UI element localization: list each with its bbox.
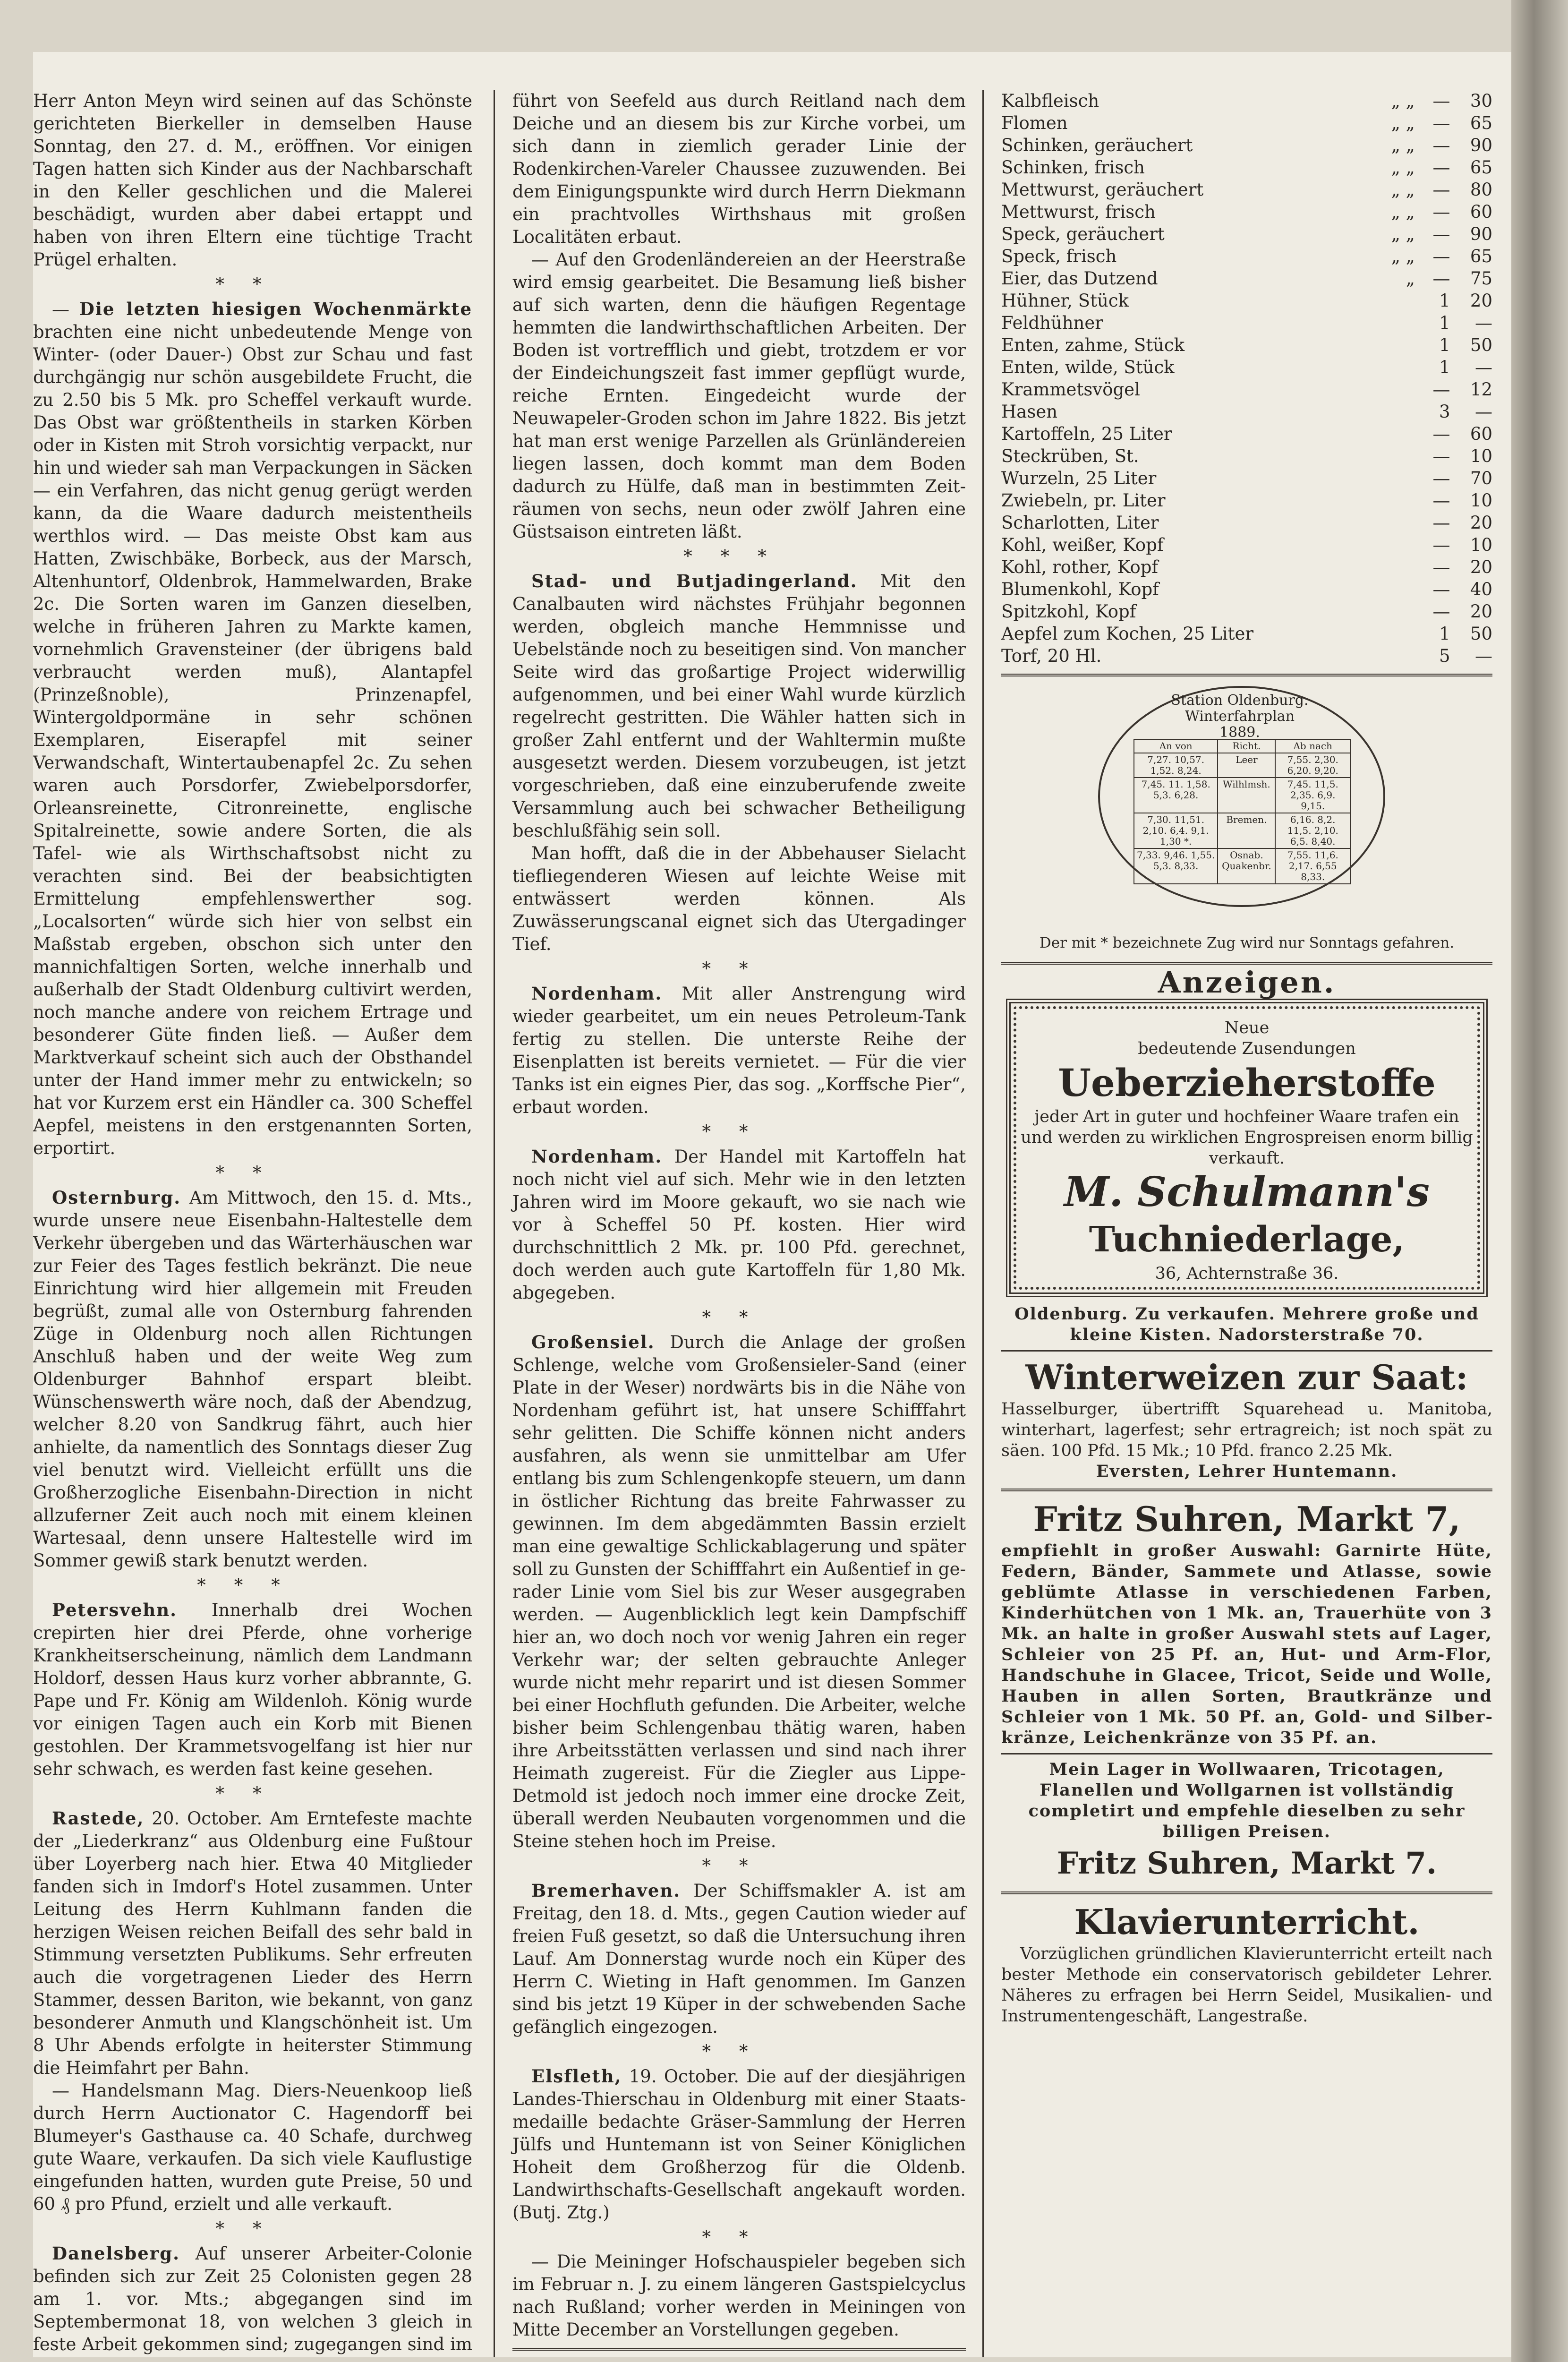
- column-3: Kalbfleisch „ „ — 30 Flomen „ „ — 65 Schinken, geräuchert „ „ — 90 Schinken, frisch „ „ — 65 Mettwurst, geräuchert „ „ — 80 Mettwurst, frisch „ „ — 60 Speck, geräuchert „ „ — 90 Speck, frisch „ „ — 65 Eier, das Dutzend „ — 75 Hühner, Stück 1 20 Feldhühner 1 — Enten, zahme, Stück 1 50 Enten, wilde, Stück 1 — Krammetsvögel — 12 Hasen 3 — Kartoffeln, 25 Liter — 60 Steckrüben, St. — 10 Wurzeln, 25 Liter — 70 Zwiebeln, pr. Liter — 10 Scharlotten, Liter — 20 Kohl, weißer, Kopf — 10 Kohl, rother, Kopf — 20 Blumenkohl, Kopf — 40 Spitzkohl, Kopf — 20 Aepfel zum Kochen, 25 Liter 1 50 Torf, 20 Hl. 5 — Station Oldenburg. Winterfahrplan 1889. An von Richt. Ab nach 7,27. 10,57. 1,52. 8,24. Leer 7,55. 2,30. 6,20. 9,20. 7,45. 11. 1,58. 5,3. 6,28. Wilhlmsh. 7,45. 11,5. 2,35. 6,9. 9,15. 7,30. 11,51. 2,10. 6,4. 9,1. 1,30 *. Bremen. 6,16. 8,2. 11,5. 2,10. 6,5. 8,40. 7,33. 9,46. 1,55. 5,3. 8,33. Osnab. Quakenbr. 7,55. 11,6. 2,17. 6,55 8,33. Der mit * bezeichnete Zug wird nur Sonntags gefahren. Anzeigen. Neue bedeutende Zusendungen Ueberzieherstoffe jeder Art in guter und hochfeiner Waare trafen ein und werden zu wirklichen Engrospreisen enorm billig verkauft. M. Schulmann's Tuchniederlage, 36, Achternstraße 36. Oldenburg. Zu verkaufen. Mehrere große und kleine Kisten. Nadorsterstraße 70. Winterweizen zur Saat: Hasselburger, übertrifft Squarehead u. Manitoba, winterhart, lagerfest; sehr ertragreich; ist noch spät zu säen. 100 Pfd. 15 Mk.; 10 Pfd. franco 2.25 Mk. Eversten, Lehrer Huntemann. Fritz Suhren, Markt 7, empfiehlt in großer Auswahl: Garnirte Hüte, Federn, Bänder, Sammete und Atlasse, sowie geblümte Atlasse in verschiedenen Farben, Kinderhütchen von 1 Mk. an, Trauerhüte von 3 Mk. an halte in großer Auswahl stets auf Lager, Schleier von 25 Pf. an, Hut- und Arm-Flor, Handschuhe in Glacee, Tricot, Seide und Wolle, Hauben in allen Sorten, Brautkränze und Schleier von 1 Mk. 50 Pf. an, Gold- und Silberkränze, Leichenkränze von 35 Pf. an. Mein Lager in Wollwaaren, Tricotagen, Flanellen und Wollgarnen ist vollständig completirt und empfehle dieselben zu sehr billigen Preisen. Fritz Suhren, Markt 7. Klavierunterricht. Vorzüglichen gründlichen Klavierunterricht erteilt nach bester Methode ein conservatorisch gebildeter Lehrer. Näheres zu erfragen bei Herrn Seidel, Musikalien- und Instrumentengeschäft, Langestraße.: [1001, 91, 1492, 2026]
- price-pfennig: 70: [1470, 468, 1492, 488]
- price-pfennig: 50: [1470, 624, 1492, 644]
- price-row: [1001, 534, 1492, 556]
- divider: [512, 2348, 966, 2351]
- price-unit: [1371, 512, 1415, 534]
- separator-stars: **: [702, 958, 776, 979]
- column-rule: [494, 90, 495, 2357]
- price-pfennig: 10: [1470, 446, 1492, 466]
- price-unit: [1371, 534, 1415, 556]
- price-item: Torf, 20 Hl.: [1001, 646, 1102, 666]
- divider: [1001, 962, 1492, 965]
- article-text: Nordenham. Mit aller Anstrengung wird wieder gearbeitet, um ein neues Petroleum-Tank fertig zu stellen. Die unterste Reihe der Eisenplatten ist bereits vernietet. — Für die vier Tanks ist ein eignes Pier, das sog. „Korffsche Pier“, erbaut worden.: [512, 983, 966, 1117]
- price-mark: —: [1432, 446, 1450, 466]
- price-pfennig: —: [1475, 313, 1492, 333]
- price-pfennig: 80: [1470, 180, 1492, 200]
- price-row: [1001, 556, 1492, 578]
- price-mark: 5: [1439, 646, 1450, 666]
- separator-stars: **: [702, 1856, 776, 1876]
- price-row: [1001, 445, 1492, 467]
- ad-headline: Ueberzieherstoffe: [1058, 1061, 1436, 1105]
- newspaper-page: [33, 52, 1511, 2357]
- price-mark: —: [1432, 246, 1450, 266]
- price-unit: „ „: [1391, 246, 1415, 266]
- price-item: Wurzeln, 25 Liter: [1001, 468, 1157, 488]
- divider: [1001, 1350, 1492, 1352]
- price-item: Aepfel zum Kochen, 25 Liter: [1001, 624, 1254, 644]
- price-pfennig: 90: [1470, 135, 1492, 155]
- price-unit: [1371, 445, 1415, 467]
- price-item: Speck, frisch: [1001, 246, 1117, 266]
- timetable-title: Station Oldenburg. Winterfahrplan 1889.: [1171, 692, 1309, 741]
- price-unit: [1371, 489, 1415, 512]
- ad-schulmann: Neue bedeutende Zusendungen Ueberzieherstoffe jeder Art in guter und hochfeiner Waare trafen ein und werden zu wirklichen Engrospreisen enorm billig verkauft. M. Schulmann's Tuchniederlage, 36, Achternstraße 36.: [1006, 999, 1488, 1297]
- price-mark: —: [1432, 202, 1450, 222]
- price-row: [1001, 645, 1492, 667]
- price-row: [1001, 134, 1492, 156]
- article-text: Petersvehn. Innerhalb drei Wochen crepirten hier drei Pferde, ohne vorherige Krankheitserscheinung, nämlich dem Landmann Holdorf, dessen Haus kurz vorher abbrannte, G. Pape und Fr. König am Wildenloh. König wurde vor einigen Tagen auch ein Korb mit Bienen gestohlen. Der Krammetsvogelfang ist hier nur sehr schwach, es werden fast keine gesehen.: [33, 1600, 473, 1779]
- price-mark: —: [1432, 490, 1450, 511]
- separator-stars: **: [215, 1163, 290, 1183]
- article-text: — Die letzten hiesigen Wochenmärkte brachten eine nicht unbedeutende Menge von Winter- (oder Dauer-) Obst zur Schau und fast durchgängig nur schön ausgebildete Frucht, die zu 2.50 bis 5 Mk. pro Scheffel verkauft wurde. Das Obst war größtentheils in starken Körben oder in Kisten mit Stroh vorsichtig verpackt, nur hin und wieder sah man Verpackungen in Säcken — ein Verfahren, das nicht genug gerügt werden kann, da die Waare dadurch meistentheils werthlos wird. — Das meiste Obst kam aus Hatten, Zwischbäke, Borbeck, aus der Marsch, Altenhuntorf, Oldenbrok, Hammelwarden, Brake 2c. Die Sorten waren im Ganzen dieselben, welche in früheren Jahren zu Markte kamen, vornehmlich Gravensteiner (der übrigens bald verbraucht werden muß), Alantapfel (Prinzeßnoble), Prinzenapfel, Wintergoldpormäne in sehr schönen Exemplaren, Eiserapfel mit seiner Verwandschaft, Wintertaubenapfel 2c. Zu sehen waren auch Porsdorfer, Zwiebelporsdorfer, Orleansreinette, Citronreinette, englische Spitalreinette, sowie andere Sorten, die als Tafel- wie als Wirthschaftsobst nicht zu verachten sind. Bei der beabsichtigten Ermittelung empfehlenswerther sog. „Localsorten“ würde sich hier von selbst ein Maßstab ergeben, obschon sich unter den mannichfaltigen Sorten, welche innerhalb und außerhalb der Stadt Oldenburg cultivirt werden, noch manche andere von reichem Ertrage und besonderer Güte finden ließ. — Außer dem Marktverkauf scheint sich auch der Obsthandel unter der Hand immer mehr zu entwickeln; so hat vor Kurzem erst ein Händler ca. 300 Scheffel Aepfel, meistens in den erstgenannten Sorten, erportirt.: [33, 299, 472, 1158]
- price-unit: „ „: [1391, 202, 1415, 222]
- article-text: führt von Seefeld aus durch Reitland nach dem Deiche und an diesem bis zur Kirche vorbei, um sich dann in ziemlich gerader Linie der Rodenkirchen-Vareler Chaussee zuzuwenden. Bei dem Einigungspunkte wird durch Herrn Diekmann ein prachtvolles Wirthshaus mit großen Localitäten erbaut.: [512, 91, 966, 247]
- price-row: [1001, 356, 1492, 378]
- price-pfennig: 65: [1470, 113, 1492, 133]
- price-unit: [1371, 578, 1415, 600]
- price-item: Kalbfleisch: [1001, 91, 1099, 111]
- price-unit: [1371, 423, 1415, 445]
- separator-stars: **: [215, 1783, 290, 1804]
- ad-suhren: empfiehlt in großer Auswahl: Garnirte Hüte, Federn, Bänder, Sammete und Atlasse, sowie geblümte Atlasse in verschiedenen Farben, Kinderhütchen von 1 Mk. an, Trauerhüte von 3 Mk. an halte in großer Auswahl stets auf Lager, Schleier von 25 Pf. an, Hut- und Arm-Flor, Handschuhe in Glacee, Tricot, Seide und Wolle, Hauben in allen Sorten, Brautkränze und Schleier von 1 Mk. 50 Pf. an, Gold- und Silberkränze, Leichenkränze von 35 Pf. an.: [1001, 1541, 1492, 1747]
- price-unit: „ „: [1391, 224, 1415, 244]
- price-unit: [1371, 623, 1415, 645]
- price-row: [1001, 223, 1492, 245]
- price-row: [1001, 290, 1492, 312]
- article-text: Danelsberg. Auf unserer Arbeiter-Colonie befinden sich zur Zeit 25 Colonisten gegen 28 am 1. vor. Mts.; abgegangen sind im Septembermonat 18, von welchen 3 gleich in feste Arbeit gekommen sind; zugegangen sind im: [33, 2243, 472, 2354]
- train-timetable: [1074, 686, 1419, 913]
- column-1: [33, 90, 472, 2357]
- divider: [1001, 674, 1492, 676]
- ads-title: Anzeigen.: [1158, 965, 1336, 1000]
- price-row: [1001, 245, 1492, 267]
- price-unit: [1371, 401, 1415, 423]
- price-pfennig: 20: [1470, 557, 1492, 577]
- price-item: Scharlotten, Liter: [1001, 513, 1159, 533]
- price-mark: —: [1432, 135, 1450, 155]
- price-unit: [1371, 290, 1415, 312]
- price-row: [1001, 401, 1492, 423]
- price-unit: [1371, 334, 1415, 356]
- price-unit: [1371, 312, 1415, 334]
- separator-stars: ***: [197, 1575, 308, 1595]
- price-pfennig: 65: [1470, 246, 1492, 266]
- ad-winterweizen-headline: Winterweizen zur Saat:: [1025, 1357, 1468, 1397]
- price-mark: 3: [1439, 402, 1450, 422]
- price-mark: —: [1432, 268, 1450, 289]
- price-mark: 1: [1439, 357, 1450, 377]
- price-mark: —: [1432, 379, 1450, 400]
- price-unit: „ „: [1391, 135, 1415, 155]
- ad-kisten: Oldenburg. Zu verkaufen. Mehrere große und kleine Kisten. Nadorsterstraße 70.: [1014, 1304, 1479, 1344]
- article-text: Elsfleth, 19. October. Die auf der diesjährigen Landes-Thierschau in Oldenburg mit einer Staatsmedaille bedachte Gräser-Sammlung der Herren Jülfs und Huntemann ist von Seiner Königlichen Hoheit dem Großherzog für die Oldenb. Landwirthschafts-Gesellschaft angekauft worden. (Butj. Ztg.): [512, 2066, 966, 2223]
- price-mark: —: [1432, 157, 1450, 178]
- price-pfennig: 60: [1470, 202, 1492, 222]
- price-row: [1001, 467, 1492, 489]
- price-mark: —: [1432, 224, 1450, 244]
- separator-stars: **: [215, 2218, 290, 2239]
- price-row: [1001, 512, 1492, 534]
- article-text: Osternburg. Am Mittwoch, den 15. d. Mts., wurde unsere neue Eisenbahn-Haltestelle dem Verkehr übergeben und das Wärterhäuschen war zur Feier des Tages festlich bekränzt. Die neue Einrichtung wird hier allgemein mit Freuden begrüßt, zumal alle von Osternburg fahrenden Züge in Oldenburg noch allen Richtungen Anschluß haben und der weite Weg zum Oldenburger Bahnhof erspart bleibt. Wünschenswerth wäre noch, daß der Abendzug, welcher 8.20 von Sandkrug fährt, auch hier anhielte, da namentlich des Sonntags dieser Zug viel benutzt wird. Vielleicht erfüllt uns die Großherzogliche Eisenbahn-Direction in nicht allzuferner Zeit auch noch mit einem kleinen Wartesaal, denn unsere Haltestelle wird im Sommer gewiß stark benutzt werden.: [33, 1187, 472, 1571]
- divider: [1001, 1753, 1492, 1754]
- price-pfennig: 40: [1470, 579, 1492, 599]
- column-rule: [982, 90, 984, 2357]
- separator-stars: **: [702, 2041, 776, 2062]
- price-item: Mettwurst, geräuchert: [1001, 180, 1204, 200]
- price-mark: —: [1432, 468, 1450, 488]
- price-mark: —: [1432, 91, 1450, 111]
- price-row: [1001, 201, 1492, 223]
- price-unit: „ „: [1391, 113, 1415, 133]
- article-text: Großensiel. Durch die Anlage der großen Schlenge, welche vom Großensieler-Sand (einer Plate in der Weser) nordwärts bis in die Nähe von Nordenham geführt ist, hat unsere Schifffahrt sehr gelitten. Die Schiffe können nicht anders ausfahren, als wenn sie unmittelbar am Ufer entlang bis zum Schlengenkopfe steuern, um dann in östlicher Richtung das breite Fahrwasser zu gewinnen. Im dem abgedämmten Bassin erzielt man eine gewaltige Schlickablagerung und später soll zu Gunsten der Schifffahrt ein Außentief in gerader Linie vom Siel bis zur Weser ausgegraben werden. — Augenblicklich legt kein Dampfschiff hier an, wo doch noch vor wenig Jahren ein reger Verkehr war; der selten gebrauchte Anleger wurde nicht mehr reparirt und ist diesen Sommer bei einer Hochfluth gefunden. Die Arbeiter, welche bisher beim Schlengenbau thätig waren, haben ihre Arbeitsstätten verlassen und sind nach ihrer Heimath zugereist. Für die Ziegler aus Lippe-Detmold ist jedoch noch immer eine drocke Zeit, überall werden Neubauten vorgenommen und die Steine stehen hoch im Preise.: [512, 1332, 966, 1851]
- price-unit: „ „: [1391, 180, 1415, 200]
- ad-winterweizen: Hasselburger, übertrifft Squarehead u. Manitoba, winterhart, lagerfest; sehr ertragreich; ist noch spät zu säen. 100 Pfd. 15 Mk.; 10 Pfd. franco 2.25 Mk.: [1001, 1400, 1492, 1460]
- price-row: [1001, 334, 1492, 356]
- price-table: [1001, 90, 1492, 667]
- price-item: Schinken, frisch: [1001, 157, 1145, 178]
- ad-company: M. Schulmann's: [1064, 1168, 1430, 1216]
- price-row: [1001, 600, 1492, 623]
- price-mark: —: [1432, 601, 1450, 622]
- article-text: Bremerhaven. Der Schiffsmakler A. ist am Freitag, den 18. d. Mts., gegen Caution wieder auf freien Fuß gesetzt, so daß die Untersuchung ihren Lauf. Am Donnerstag wurde noch ein Küper des Herrn C. Wieting in Haft genommen. Im Ganzen sind bis jetzt 19 Küper in der schwebenden Sache gefänglich eingezogen.: [512, 1880, 966, 2037]
- price-item: Mettwurst, frisch: [1001, 202, 1156, 222]
- price-row: [1001, 578, 1492, 600]
- price-row: [1001, 489, 1492, 512]
- price-mark: 1: [1439, 291, 1450, 311]
- price-item: Steckrüben, St.: [1001, 446, 1139, 466]
- price-unit: [1371, 378, 1415, 401]
- price-item: Kartoffeln, 25 Liter: [1001, 424, 1172, 444]
- article-text: Nordenham. Der Handel mit Kartoffeln hat noch nicht viel auf sich. Mehr wie in den letzten Jahren wird im Moore gekauft, wo sie nach wie vor à Scheffel 50 Pf. kosten. Hier wird durchschnittlich 2 Mk. pr. 100 Pfd. gerechnet, doch werden auch gute Kartoffeln für 1,80 Mk. abgegeben.: [512, 1146, 966, 1303]
- price-mark: 1: [1439, 624, 1450, 644]
- divider: [1001, 1489, 1492, 1491]
- price-mark: 1: [1439, 313, 1450, 333]
- article-text: Rastede, 20. October. Am Erntefeste machte der „Liederkranz“ aus Oldenburg eine Fußtour über Loyerberg nach hier. Etwa 40 Mitglieder fanden sich in Imdorf's Hotel zusammen. Unter Leitung des Herrn Kuhlmann fanden die herzigen Weisen reichen Beifall des sehr bald in Stimmung versetzten Publikums. Sehr erfreuten auch die vorgetragenen Lieder des Herrn Stammer, dessen Bariton, wie bekannt, von ganz besonderer Anmuth und Klangschönheit ist. Um 8 Uhr Abends erfolgte in heiterster Stimmung die Heimfahrt per Bahn.: [33, 1808, 472, 2078]
- price-unit: „ „: [1391, 157, 1415, 178]
- price-row: [1001, 90, 1492, 112]
- article-text: Man hofft, daß die in der Abbehauser Sielacht tiefliegenderen Wiesen auf leichte Weise mit entwässert werden können. Als Zuwässerungscanal eignet sich das Utergadinger Tief.: [512, 843, 966, 954]
- price-unit: [1371, 600, 1415, 623]
- book-edge: [1511, 0, 1568, 2362]
- price-row: [1001, 312, 1492, 334]
- price-pfennig: 50: [1470, 335, 1492, 355]
- price-item: Hühner, Stück: [1001, 291, 1129, 311]
- divider: [1001, 1891, 1492, 1894]
- price-pfennig: 30: [1470, 91, 1492, 111]
- price-item: Enten, wilde, Stück: [1001, 357, 1175, 377]
- separator-stars: **: [702, 1307, 776, 1327]
- price-item: Feldhühner: [1001, 313, 1103, 333]
- price-pfennig: 90: [1470, 224, 1492, 244]
- price-pfennig: —: [1475, 357, 1492, 377]
- separator-stars: **: [215, 274, 290, 294]
- price-pfennig: —: [1475, 646, 1492, 666]
- price-pfennig: 12: [1470, 379, 1492, 400]
- price-item: Flomen: [1001, 113, 1068, 133]
- separator-stars: **: [702, 1121, 776, 1142]
- article-text: Stad- und Butjadingerland. Mit den Canalbauten wird nächstes Frühjahr begonnen werden, obgleich manche Hemmnisse und Uebelstände noch zu beseitigen sind. Von mancher Seite wird das großartige Project widerwillig aufgenommen, und bei einer Wahl wurde kürzlich regelrecht gestritten. Die Wähler hatten sich in großer Zahl entfernt und der Wahltermin mußte ausgesetzt werden. Diesem vorzubeugen, ist jetzt vorgeschrieben, daß eine einzuberufende zweite Versammlung auch bei schwacher Betheiligung beschlußfähig sein soll.: [512, 571, 966, 841]
- price-mark: 1: [1439, 335, 1450, 355]
- price-pfennig: 10: [1470, 535, 1492, 555]
- price-mark: —: [1432, 113, 1450, 133]
- price-item: Krammetsvögel: [1001, 379, 1140, 400]
- price-unit: [1371, 467, 1415, 489]
- price-unit: „ „: [1391, 91, 1415, 111]
- price-pfennig: 60: [1470, 424, 1492, 444]
- price-row: [1001, 267, 1492, 290]
- price-item: Speck, geräuchert: [1001, 224, 1165, 244]
- price-item: Schinken, geräuchert: [1001, 135, 1193, 155]
- article-text: Herr Anton Meyn wird seinen auf das Schönste gerichteten Bierkeller in demselben Hause Sonntag, den 27. d. M., eröffnen. Vor einigen Tagen hatten sich Kinder aus der Nachbarschaft in den Keller geschlichen und die Malerei beschädigt, wurden aber dabei ertappt und haben von ihren Eltern eine tüchtige Tracht Prügel erhalten.: [33, 91, 472, 270]
- price-pfennig: 65: [1470, 157, 1492, 178]
- price-pfennig: 10: [1470, 490, 1492, 511]
- price-row: [1001, 378, 1492, 401]
- price-unit: [1371, 645, 1415, 667]
- ad-suhren-headline: Fritz Suhren, Markt 7,: [1033, 1499, 1461, 1539]
- price-pfennig: 75: [1470, 268, 1492, 289]
- timetable-table: An von Richt. Ab nach 7,27. 10,57. 1,52. 8,24. Leer 7,55. 2,30. 6,20. 9,20. 7,45. 11. 1,58. 5,3. 6,28. Wilhlmsh. 7,45. 11,5. 2,35. 6,9. 9,15. 7,30. 11,51. 2,10. 6,4. 9,1. 1,30 *. Bremen. 6,16. 8,2. 11,5. 2,10. 6,5. 8,40. 7,33. 9,46. 1,55. 5,3. 8,33. Osnab. Quakenbr. 7,55. 11,6. 2,17. 6,55 8,33.: [1133, 739, 1351, 884]
- price-unit: [1371, 556, 1415, 578]
- price-row: [1001, 156, 1492, 179]
- price-item: Kohl, weißer, Kopf: [1001, 535, 1164, 555]
- price-unit: [1371, 356, 1415, 378]
- ad-klavier-headline: Klavierunterricht.: [1074, 1902, 1420, 1942]
- ad-suhren-wool: Mein Lager in Wollwaaren, Tricotagen, Flanellen und Wollgarnen ist vollständig completirt und empfehle dieselben zu sehr billigen Preisen.: [1028, 1760, 1466, 1841]
- price-mark: —: [1432, 535, 1450, 555]
- price-mark: —: [1432, 180, 1450, 200]
- price-item: Eier, das Dutzend: [1001, 268, 1158, 289]
- separator-stars: ***: [683, 546, 795, 566]
- price-row: [1001, 423, 1492, 445]
- price-row: [1001, 112, 1492, 134]
- ad-klavier: Vorzüglichen gründlichen Klavierunterricht erteilt nach bester Methode ein conservatorisch gebildeter Lehrer. Näheres zu erfragen bei Herrn Seidel, Musikalien- und Instrumentengeschäft, Langestraße.: [1001, 1944, 1492, 2026]
- price-item: Blumenkohl, Kopf: [1001, 579, 1159, 599]
- price-mark: —: [1432, 579, 1450, 599]
- price-pfennig: —: [1475, 402, 1492, 422]
- article-text: — Auf den Grodenländereien an der Heerstraße wird emsig gearbeitet. Die Besamung ließ bisher auf sich warten, denn die häufigen Regentage hemmten die landwirthschaftlichen Arbeiten. Der Boden ist vortrefflich und giebt, trotzdem er vor der Eindeichungszeit fast immer gepflügt wurde, reiche Ernten. Eingedeicht wurde der Neuwapeler-Groden schon im Jahre 1822. Bis jetzt hat man erst wenige Parzellen als Grünländereien liegen lassen, doch kommt man dem Boden dadurch zu Hülfe, daß man in bestimmten Zeiträumen von sechs, neun oder zwölf Jahren eine Güstsaison eintreten läßt.: [512, 249, 966, 542]
- price-row: [1001, 623, 1492, 645]
- separator-stars: **: [702, 2227, 776, 2247]
- price-item: Spitzkohl, Kopf: [1001, 601, 1136, 622]
- column-2: [512, 90, 966, 2357]
- price-pfennig: 20: [1470, 291, 1492, 311]
- price-mark: —: [1432, 424, 1450, 444]
- price-item: Kohl, rother, Kopf: [1001, 557, 1159, 577]
- price-pfennig: 20: [1470, 513, 1492, 533]
- article-text: — Die Meininger Hofschauspieler begeben sich im Februar n. J. zu einem längeren Gastspielcyclus nach Rußland; vorher werden in Meiningen von Mitte December an Vorstellungen gegeben.: [512, 2251, 966, 2340]
- price-item: Hasen: [1001, 402, 1058, 422]
- price-unit: „: [1406, 268, 1415, 289]
- price-mark: —: [1432, 513, 1450, 533]
- price-row: [1001, 179, 1492, 201]
- article-text: — Handelsmann Mag. Diers-Neuenkoop ließ durch Herrn Auctionator C. Hagendorff bei Blumeyer's Gasthause ca. 40 Schafe, durchweg gute Waare, verkaufen. Da sich viele Kauflustige eingefunden hatten, wurden gute Preise, 50 und 60 ₰ pro Pfund, erzielt und alle verkauft.: [33, 2080, 472, 2214]
- price-pfennig: 20: [1470, 601, 1492, 622]
- price-item: Zwiebeln, pr. Liter: [1001, 490, 1166, 511]
- timetable-note: Der mit * bezeichnete Zug wird nur Sonntags gefahren.: [1039, 934, 1455, 951]
- price-mark: —: [1432, 557, 1450, 577]
- price-item: Enten, zahme, Stück: [1001, 335, 1185, 355]
